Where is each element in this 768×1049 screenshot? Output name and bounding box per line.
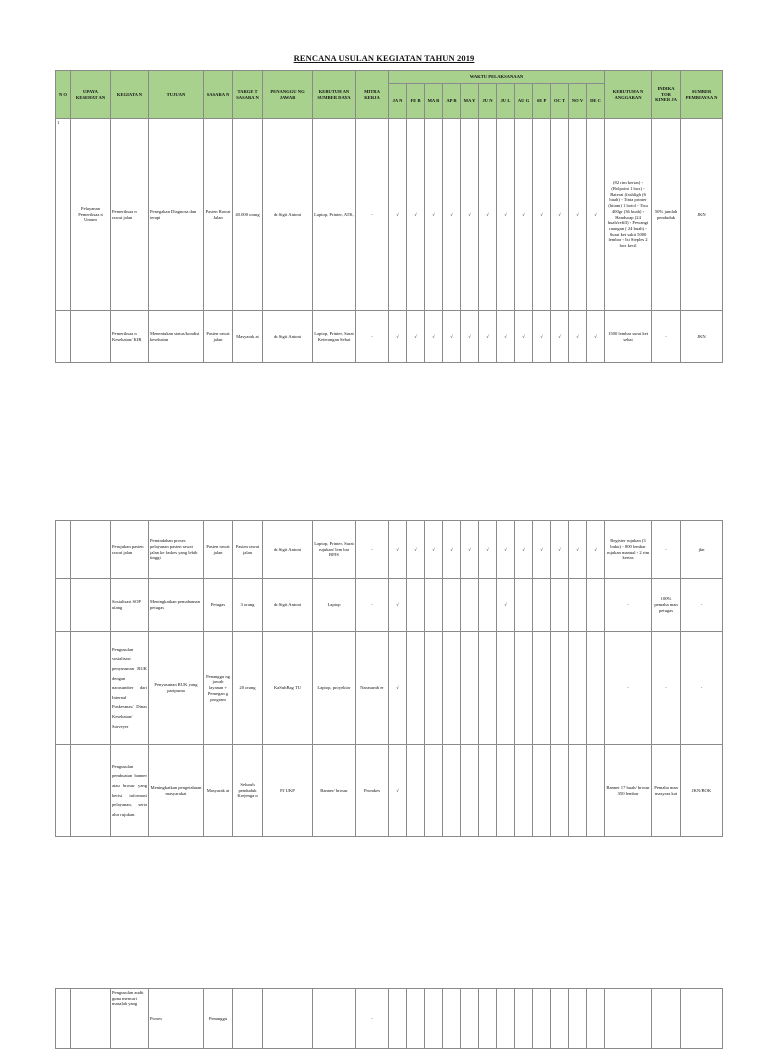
month-cell: [425, 989, 443, 1049]
cell-upaya: [71, 745, 111, 837]
cell-sumber: [681, 989, 723, 1049]
cell-target: 3 orang: [233, 579, 263, 632]
month-cell: [569, 632, 587, 745]
header-waktu: WAKTU PELAKSANAAN: [389, 71, 605, 84]
month-cell: [497, 745, 515, 837]
month-cell: √: [569, 119, 587, 311]
month-cell: [587, 632, 605, 745]
month-cell: [479, 632, 497, 745]
cell-upaya: [71, 521, 111, 579]
cell-kegiatan: Pemeriksaa n rawat jalan: [111, 119, 149, 311]
cell-tujuan: Pemindahan proses pelayanan pasien rawat jalan ke faskes yang lebih tinggi: [149, 521, 204, 579]
month-cell: [587, 745, 605, 837]
header-kebutuhan-sd: KEBUTUH AN SUMBER DAYA: [313, 71, 356, 119]
cell-mitra: Promkes: [356, 745, 389, 837]
cell-upaya: [71, 989, 111, 1049]
cell-indikator: 50% jumlah penduduk: [652, 119, 681, 311]
header-no: N O: [56, 71, 71, 119]
cell-sumber: -: [681, 632, 723, 745]
table-row: [56, 521, 723, 579]
cell-target: 40.000 orang: [233, 119, 263, 311]
page-title: RENCANA USULAN KEGIATAN TAHUN 2019: [293, 53, 475, 63]
month-cell: √: [569, 311, 587, 363]
month-cell: [551, 579, 569, 632]
month-cell: [407, 745, 425, 837]
month-cell: √: [479, 119, 497, 311]
month-cell: [551, 745, 569, 837]
month-cell: [461, 745, 479, 837]
month-cell: √: [551, 311, 569, 363]
cell-anggaran: [605, 989, 652, 1049]
cell-kebutuhan-sd: Laptop, Printer, Surat rujukan/ lem bar BPJS: [313, 521, 356, 579]
cell-mitra: -: [356, 989, 389, 1049]
cell-anggaran: -: [605, 579, 652, 632]
month-cell: [533, 989, 551, 1049]
cell-indikator: -: [652, 311, 681, 363]
cell-mitra: Narasumb er: [356, 632, 389, 745]
month-cell: √: [551, 119, 569, 311]
month-header: DE C: [587, 84, 605, 119]
month-cell: √: [533, 521, 551, 579]
cell-kebutuhan-sd: Laptop, proyektor: [313, 632, 356, 745]
table-row: [56, 989, 723, 1049]
cell-target: Seluruh penduduk Krejenga n: [233, 745, 263, 837]
month-cell: [425, 579, 443, 632]
month-cell: √: [497, 579, 515, 632]
cell-sumber: -: [681, 579, 723, 632]
month-header: JU L: [497, 84, 515, 119]
month-cell: [425, 632, 443, 745]
cell-indikator: -: [652, 521, 681, 579]
month-cell: √: [497, 119, 515, 311]
month-cell: [407, 632, 425, 745]
month-cell: [515, 745, 533, 837]
month-cell: [443, 579, 461, 632]
cell-sumber: JKN/BOK: [681, 745, 723, 837]
cell-kegiatan: Pengusulan sosialisasi penyusunan RUK dengan narasumber dari Internal Puskesmas/ Dinas Kesehatan/ Surveyer: [111, 632, 149, 745]
month-cell: √: [389, 521, 407, 579]
cell-no: [56, 745, 71, 837]
month-cell: √: [497, 521, 515, 579]
cell-no: [56, 311, 71, 363]
table-row: [56, 632, 723, 745]
cell-no: [56, 632, 71, 745]
header-sasaran: SASARA N: [204, 71, 233, 119]
cell-indikator: Pemaha man masyara kat: [652, 745, 681, 837]
month-header: MA Y: [461, 84, 479, 119]
cell-mitra: -: [356, 119, 389, 311]
cell-sasaran: Petugas: [204, 579, 233, 632]
month-cell: √: [479, 311, 497, 363]
cell-sumber: JKN: [681, 311, 723, 363]
month-cell: [443, 745, 461, 837]
cell-tujuan: Penyusunan RUK yang paripurna: [149, 632, 204, 745]
table-row: [56, 579, 723, 632]
header-mitra: MITRA KERJA: [356, 71, 389, 119]
cell-pj: dr.Sigit Antoni: [263, 119, 313, 311]
cell-upaya: Pelayanan Pemeriksaa n Umum: [71, 119, 111, 311]
month-cell: [533, 745, 551, 837]
month-cell: √: [461, 311, 479, 363]
month-cell: √: [461, 119, 479, 311]
month-cell: √: [569, 521, 587, 579]
cell-anggaran: (82 rim kertas) ◦ (Bolpoint 1 box) ◦ Baterai (fashligh (6 buah) ◦ Tinta printer (hitam) 1 botol ◦ Tisu 400gr (36 buah) ◦ Handsoap (24 buah/refill) ◦ Pewangi ruangan ( 24 buah) ◦ Surat ket sakit 5000 lembar ◦ Isi Steples 2 box kecil: [605, 119, 652, 311]
cell-kebutuhan-sd: Laptop, Printer, ATK,: [313, 119, 356, 311]
month-cell: [569, 989, 587, 1049]
header-anggaran: KEBUTUHA N ANGGARAN: [605, 71, 652, 119]
cell-tujuan: Penegakan Diagnosa dan terapi: [149, 119, 204, 311]
cell-mitra: -: [356, 311, 389, 363]
cell-tujuan: Meningkatkan pemahaman petugas: [149, 579, 204, 632]
cell-upaya: [71, 579, 111, 632]
cell-target: 20 orang: [233, 632, 263, 745]
month-cell: √: [389, 311, 407, 363]
cell-sasaran: Penanggu: [204, 989, 233, 1049]
cell-kegiatan: Pemeriksaa n Kesehatan/ KIR: [111, 311, 149, 363]
cell-kebutuhan-sd: Laptop, Printer, Surat Keterangan Sehat: [313, 311, 356, 363]
cell-indikator: -: [652, 632, 681, 745]
month-cell: √: [389, 632, 407, 745]
month-cell: √: [389, 745, 407, 837]
header-indikator: INDIKA TOR KINER JA: [652, 71, 681, 119]
plan-table-page-2: [55, 520, 723, 837]
cell-kegiatan: Sosialisasi SOP ulang: [111, 579, 149, 632]
month-cell: √: [587, 311, 605, 363]
cell-pj: PJ UKP: [263, 745, 313, 837]
header-pj: PENANGGU NG JAWAB: [263, 71, 313, 119]
month-cell: [461, 989, 479, 1049]
cell-tujuan: Menentukan status/kondisi kesehatan: [149, 311, 204, 363]
table-row: [56, 119, 723, 311]
month-header: AP R: [443, 84, 461, 119]
month-cell: [515, 632, 533, 745]
month-cell: [389, 989, 407, 1049]
plan-table-page-1: [55, 70, 723, 363]
month-cell: [479, 579, 497, 632]
month-header: SE P: [533, 84, 551, 119]
month-cell: √: [407, 119, 425, 311]
month-cell: √: [443, 311, 461, 363]
month-cell: √: [425, 119, 443, 311]
month-cell: [479, 745, 497, 837]
cell-pj: [263, 989, 313, 1049]
cell-kegiatan: Perujukan pasien rawat jalan: [111, 521, 149, 579]
month-cell: [443, 989, 461, 1049]
month-cell: [569, 745, 587, 837]
month-cell: [551, 989, 569, 1049]
cell-pj: KaSubBag TU: [263, 632, 313, 745]
month-cell: [443, 632, 461, 745]
month-cell: [407, 579, 425, 632]
cell-anggaran: 1500 lembar surat ket sehat: [605, 311, 652, 363]
header-sumber: SUMBER PEMBIAYAA N: [681, 71, 723, 119]
cell-no: [56, 989, 71, 1049]
table-row: [56, 311, 723, 363]
month-cell: √: [515, 521, 533, 579]
cell-sasaran: Pasien rawat jalan: [204, 521, 233, 579]
month-header: AU G: [515, 84, 533, 119]
month-cell: √: [407, 311, 425, 363]
cell-kegiatan: Pengusulan audit guna mencari masalah yang: [111, 989, 149, 1049]
month-cell: [407, 989, 425, 1049]
month-cell: [497, 989, 515, 1049]
cell-upaya: [71, 632, 111, 745]
month-header: NO V: [569, 84, 587, 119]
table-row: [56, 745, 723, 837]
month-cell: √: [425, 521, 443, 579]
cell-mitra: -: [356, 521, 389, 579]
month-header: JU N: [479, 84, 497, 119]
month-header: JA N: [389, 84, 407, 119]
month-cell: [479, 989, 497, 1049]
month-cell: √: [407, 521, 425, 579]
month-cell: [533, 579, 551, 632]
month-cell: √: [533, 311, 551, 363]
month-cell: [551, 632, 569, 745]
month-cell: √: [587, 119, 605, 311]
cell-mitra: -: [356, 579, 389, 632]
cell-anggaran: Register rujukan (3 buku) ◦ 800 lembar rujukan manual ◦ 2 rim kertas: [605, 521, 652, 579]
month-cell: √: [551, 521, 569, 579]
month-cell: √: [515, 311, 533, 363]
cell-indikator: [652, 989, 681, 1049]
cell-sasaran: Penanggu ng jawab layanan + Pemegan g program: [204, 632, 233, 745]
month-header: MA R: [425, 84, 443, 119]
cell-tujuan: Meningkatkan pengetahuan masyarakat: [149, 745, 204, 837]
header-upaya: UPAYA KESEHAT AN: [71, 71, 111, 119]
month-cell: √: [587, 521, 605, 579]
month-cell: [587, 989, 605, 1049]
month-cell: [515, 989, 533, 1049]
cell-target: Pasien rawat jalan: [233, 521, 263, 579]
cell-anggaran: Banner 17 buah/ brosur 350 lembar: [605, 745, 652, 837]
cell-pj: dr.Sigit Antoni: [263, 311, 313, 363]
cell-sumber: JKN: [681, 119, 723, 311]
cell-sumber: jkn: [681, 521, 723, 579]
cell-pj: dr.Sigit Antoni: [263, 579, 313, 632]
cell-sasaran: Pasien rawat jalan: [204, 311, 233, 363]
month-cell: [569, 579, 587, 632]
month-cell: [515, 579, 533, 632]
cell-kebutuhan-sd: Laptop: [313, 579, 356, 632]
header-tujuan: TUJUAN: [149, 71, 204, 119]
cell-upaya: [71, 311, 111, 363]
plan-table-page-3: [55, 988, 723, 1049]
month-cell: √: [443, 521, 461, 579]
month-cell: [587, 579, 605, 632]
cell-indikator: 100% pemaha man petugas: [652, 579, 681, 632]
month-cell: √: [443, 119, 461, 311]
cell-target: [233, 989, 263, 1049]
cell-kebutuhan-sd: [313, 989, 356, 1049]
month-cell: √: [533, 119, 551, 311]
cell-target: Masyarak at: [233, 311, 263, 363]
cell-sasaran: Pasien Rawat Jalan: [204, 119, 233, 311]
month-cell: √: [497, 311, 515, 363]
month-cell: √: [389, 579, 407, 632]
month-cell: √: [461, 521, 479, 579]
month-cell: [497, 632, 515, 745]
month-cell: [425, 745, 443, 837]
cell-pj: dr.Sigit Antoni: [263, 521, 313, 579]
month-cell: √: [425, 311, 443, 363]
cell-anggaran: -: [605, 632, 652, 745]
month-cell: [461, 632, 479, 745]
month-cell: √: [479, 521, 497, 579]
header-target: TARGE T SASARA N: [233, 71, 263, 119]
cell-kegiatan: Pengusulan pembuatan banner atau brosur yang berisi informasi pelayanan, serta alur rujukan.: [111, 745, 149, 837]
cell-tujuan: Proses: [149, 989, 204, 1049]
month-cell: √: [389, 119, 407, 311]
cell-no: [56, 521, 71, 579]
month-header: OC T: [551, 84, 569, 119]
cell-sasaran: Masyarak at: [204, 745, 233, 837]
month-header: FE B: [407, 84, 425, 119]
month-cell: [533, 632, 551, 745]
header-kegiatan: KEGIATA N: [111, 71, 149, 119]
cell-kebutuhan-sd: Banner/ brosur: [313, 745, 356, 837]
cell-no: [56, 579, 71, 632]
month-cell: [461, 579, 479, 632]
month-cell: √: [515, 119, 533, 311]
cell-no: 1: [56, 119, 71, 311]
